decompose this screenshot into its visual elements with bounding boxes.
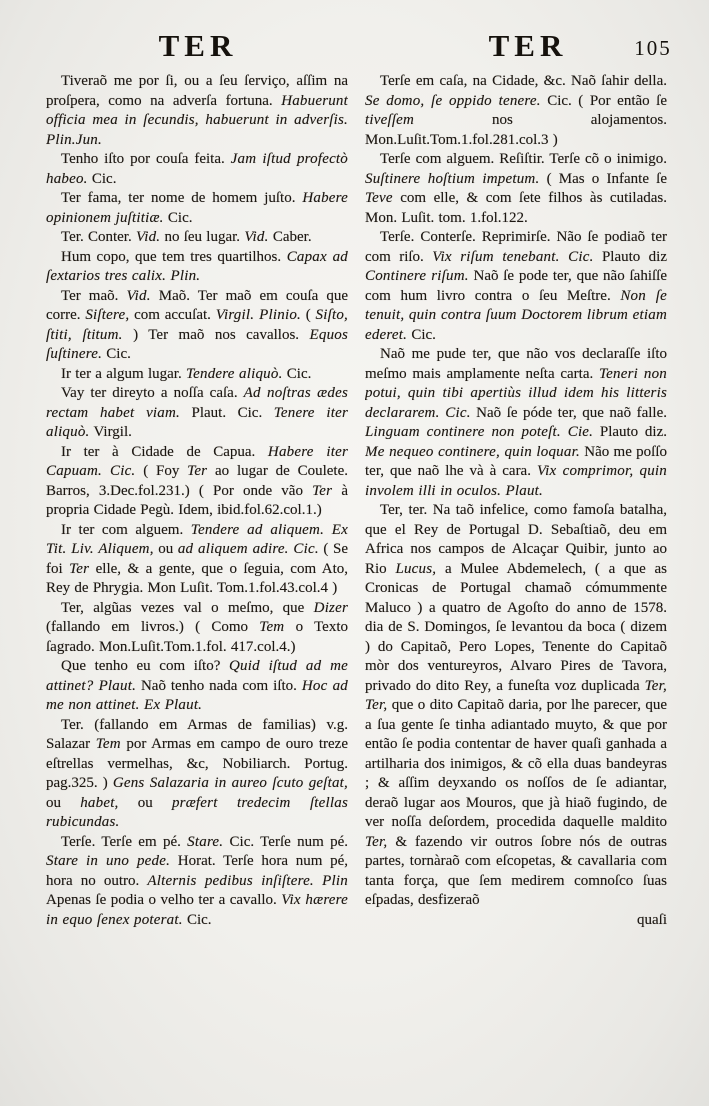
latin-italic-run: Habuerunt officia mea in ſecundis, habuerunt in adverſis. Plin.Jun.	[46, 92, 348, 148]
text-run: Cic. Terſe num pé.	[223, 833, 348, 850]
latin-italic-run: Non ſe tenuit, quin contra ſuum Doctorem librum etiam ederet.	[365, 287, 667, 343]
running-title-right: TER	[488, 28, 568, 63]
latin-italic-run: Vid.	[126, 287, 151, 304]
paragraph	[46, 443, 348, 521]
text-run: Ter. (fallando em Armas de familias) v.g. Salazar	[46, 716, 348, 752]
paragraph	[46, 521, 348, 599]
latin-italic-run: præfert tredecim ſtellas rubicundas.	[46, 794, 348, 830]
text-run: Ir ter com alguem.	[61, 521, 191, 538]
latin-italic-run: Ter,	[365, 833, 388, 850]
latin-italic-run: Siſtere,	[85, 307, 130, 323]
text-run: ( Se foi	[46, 541, 348, 577]
text-run: Naõ ſe póde ter, que naõ falle.	[470, 404, 667, 421]
text-run: elle, & a gente, que o ſeguia, com Ato, Rey de Phrygia. Mon Luſit. Tom.1.fol.43.col.4 )	[46, 560, 348, 596]
paragraph	[365, 345, 667, 501]
paragraph	[46, 228, 348, 248]
text-run: por Armas em campo de ouro treze eſtrellas vermelhas, &c, Nobiliarch. Portug. pag.325. )	[46, 736, 348, 791]
latin-italic-run: Siſto, ſtiti, ſtitum.	[46, 307, 348, 343]
text-run: Cic.	[407, 326, 436, 343]
paragraph	[46, 287, 348, 365]
left-column	[46, 72, 348, 1082]
latin-italic-run: Virgil. Plinio.	[215, 307, 301, 323]
latin-italic-run: Vix hærere in equo ſenex poterat.	[46, 892, 348, 928]
paragraph	[365, 228, 667, 345]
latin-italic-run: Dizer	[313, 599, 348, 616]
text-run: Maõ. Ter maõ em couſa que corre.	[46, 287, 348, 323]
latin-italic-run: Gens Salazaria in aureo ſcuto geſtat,	[112, 775, 348, 791]
latin-italic-run: Capax ad ſextarios tres calix. Plin.	[46, 248, 348, 284]
paragraph	[365, 72, 667, 150]
paragraph	[46, 716, 348, 833]
paragraph	[46, 189, 348, 228]
text-run: Plaut. Cic.	[179, 404, 274, 421]
text-run: Cic.	[282, 365, 312, 382]
latin-italic-run: Tenere iter aliquò.	[46, 404, 348, 440]
text-run: com elle, & com ſete filhos às cutiladas. Mon. Luſit. tom. 1.fol.122.	[365, 190, 667, 226]
text-run: Tiveraõ me por ſi, ou a ſeu ſerviço, aſſim na proſpera, como na adverſa fortuna.	[46, 73, 348, 109]
text-run: ( Mas o Infante ſe	[539, 170, 667, 187]
text-run: Terſe com alguem. Reſiſtir. Terſe cõ o inimigo.	[380, 151, 667, 167]
latin-italic-run: ad aliquem adire. Cic.	[177, 541, 319, 557]
paragraph	[46, 72, 348, 150]
text-run: nos alojamentos. Mon.Luſit.Tom.1.fol.281.col.3 )	[365, 112, 667, 148]
text-run: Terſe em caſa, na Cidade, &c. Naõ ſahir della.	[380, 73, 667, 89]
latin-italic-run: Alternis pedibus inſiſtere. Plin	[147, 872, 348, 889]
text-run: & fazendo vir outros ſobre nós de outras partes, tornàraõ com eſcopetas, & cavallaria com tanta força, que ſem medirem comnoſco ſuas eſpadas, desfizeraõ	[365, 833, 667, 908]
text-run: ou	[46, 794, 81, 811]
text-run: a Mulee Abdemelech, ( a que as Cronicas de Portugal chamaõ cómummente Maluco ) a quatro de Agoſto do anno de 1578. dia de S. Domingos, ſe levantou da boca ( dizem ) do Capitaõ, Pero Lopes, Tenente do Capitaõ mòr dos ventureyros, Alvaro Pires de Tavora, privado do dito Rey, a funeſta voz duplicada	[365, 560, 667, 694]
text-run: Cic.	[102, 346, 131, 362]
latin-italic-run: Hoc ad me non attinet. Ex Plaut.	[46, 677, 348, 713]
text-run: que o dito Capitaõ daria, por lhe parecer, que a ſua gente ſe tinha adiantado muyto, & que por então ſe podia contentar de haver quaſi ganhada a artilharia dos inimigos, & cõ ella duas bandeyras ; & aſſim deyxando os noſſos de ſe adiantar, deraõ lugar aos Mouros, que jà hiaõ fugindo, de ver noſſa deſordem, procedida daquelle maldito	[365, 697, 667, 830]
text-run: Plauto diz	[593, 248, 667, 265]
text-run: ) Ter maõ nos cavallos.	[122, 326, 310, 343]
paragraph	[46, 365, 348, 385]
text-run: Horat. Terſe hora num pé, hora no outro.	[46, 853, 348, 889]
text-run: Ter. Conter.	[61, 229, 136, 245]
text-run: Cic.	[182, 911, 212, 928]
text-run: Vay ter direyto a noſſa caſa.	[61, 385, 244, 401]
latin-italic-run: Linguam continere non poteſt. Cie.	[365, 424, 594, 440]
text-run: ao lugar de Coulete. Barros, 3.Dec.fol.231.) ( Por onde vão	[46, 463, 348, 499]
latin-italic-run: Tendere aliquò.	[185, 365, 283, 382]
page-header	[0, 0, 709, 72]
latin-italic-run: Ad noſtras ædes rectam habet viam.	[46, 385, 348, 421]
latin-italic-run: Tem	[259, 619, 285, 635]
text-run: Naõ ſe pode ter, que não ſahiſſe com hum livro contra o ſeu Meſtre.	[365, 268, 667, 304]
latin-italic-run: Jam iſtud profectò habeo.	[46, 151, 348, 187]
paragraph	[46, 248, 348, 287]
text-run: ou	[118, 794, 172, 811]
paragraph	[46, 833, 348, 931]
latin-italic-run: Me nequeo continere, quin loquar.	[365, 443, 580, 460]
text-run: Ter fama, ter nome de homem juſto.	[61, 190, 303, 206]
text-run: ou	[153, 541, 178, 557]
latin-italic-run: Continere riſum.	[365, 268, 469, 284]
latin-italic-run: Vid.	[244, 229, 269, 245]
latin-italic-run: Tendere ad aliquem. Ex Tit. Liv. Aliquem,	[46, 521, 348, 557]
text-run: Caber.	[268, 229, 312, 245]
text-run: ( Foy	[135, 463, 188, 479]
text-columns	[0, 72, 709, 1082]
text-run: Virgil.	[89, 424, 132, 440]
paragraph	[46, 657, 348, 716]
text-run: Naõ me pude ter, que não vos declaraſſe iſto meſmo mais amplamente neſta carta.	[365, 346, 667, 382]
paragraph	[365, 501, 667, 911]
text-run: Naõ tenho nada com iſto.	[136, 677, 302, 694]
text-run: quaſi	[637, 911, 667, 928]
latin-italic-run: Teneri non potui, quin tibi apertiùs illud idem his litteris declararem. Cic.	[365, 365, 667, 421]
text-run: com accuſat.	[129, 307, 216, 323]
text-run: Tenho iſto por couſa feita.	[61, 151, 231, 167]
latin-italic-run: Stare in uno pede.	[46, 853, 171, 869]
text-run: Cic. ( Por então ſe	[540, 92, 667, 109]
text-run: (fallando em livros.) ( Como	[46, 619, 260, 635]
paragraph	[46, 599, 348, 658]
latin-italic-run: Suſtinere hoſtium impetum.	[365, 170, 540, 187]
text-run: Que tenho eu com iſto?	[61, 658, 229, 674]
page-number: 105	[634, 36, 672, 60]
text-run: Ir ter a algum lugar.	[61, 365, 186, 382]
latin-italic-run: Ter	[187, 463, 208, 479]
latin-italic-run: tiveſſem	[365, 112, 415, 128]
text-run: Ter maõ.	[61, 287, 127, 304]
latin-italic-run: Teve	[365, 190, 393, 206]
latin-italic-run: Lucus,	[395, 560, 437, 577]
latin-italic-run: Se domo, ſe oppido tenere.	[365, 92, 541, 109]
paragraph	[46, 384, 348, 443]
text-run: (	[300, 307, 316, 323]
text-run: Apenas ſe podia o velho ter a cavallo.	[46, 892, 282, 908]
latin-italic-run: Tem	[95, 736, 121, 752]
latin-italic-run: Ter	[312, 482, 333, 499]
latin-italic-run: Habere opinionem juſtitiæ.	[46, 190, 348, 226]
latin-italic-run: Habere iter Capuam. Cic.	[46, 443, 348, 479]
latin-italic-run: habet,	[80, 794, 119, 811]
text-run: Hum copo, que tem tres quartilhos.	[61, 248, 287, 265]
paragraph	[365, 150, 667, 228]
text-run: no ſeu lugar.	[160, 229, 245, 245]
paragraph	[46, 150, 348, 189]
latin-italic-run: Vix comprimor, quin involem illi in oculos. Plaut.	[365, 463, 667, 499]
latin-italic-run: Vix riſum tenebant. Cic.	[432, 248, 594, 265]
text-run: Plauto diz.	[593, 424, 667, 440]
text-run: Ter, algũas vezes val o meſmo, que	[61, 599, 314, 616]
latin-italic-run: Ter, Ter,	[365, 677, 667, 713]
text-run: à propria Cidade Pegù. Idem, ibid.fol.62.col.1.)	[46, 482, 348, 518]
text-run: Não me poſſo ter, que naõ lhe và à cara.	[365, 443, 667, 479]
text-run: Ir ter à Cidade de Capua.	[61, 443, 268, 460]
latin-italic-run: Quid iſtud ad me attinet? Plaut.	[46, 658, 348, 694]
latin-italic-run: Vid.	[135, 229, 161, 245]
latin-italic-run: Stare.	[187, 833, 224, 850]
right-column	[365, 72, 667, 1082]
running-title-left: TER	[158, 28, 238, 63]
latin-italic-run: Equos ſuſtinere.	[46, 326, 348, 362]
catchword	[365, 911, 667, 931]
text-run: Ter, ter. Na taõ infelice, como famoſa batalha, que el Rey de Portugal D. Sebaſtiaõ, deu em Africa nos campos de Alcaçar Quibir, junto ao Rio	[365, 502, 667, 577]
latin-italic-run: Ter	[69, 560, 90, 577]
text-run: o Texto ſagrado. Mon.Luſit.Tom.1.fol. 417.col.4.)	[46, 619, 348, 655]
text-run: Cic.	[87, 170, 117, 187]
text-run: Terſe. Conterſe. Reprimirſe. Não ſe podiaõ ter com riſo.	[365, 229, 667, 265]
text-run: Cic.	[163, 209, 193, 226]
text-run: Terſe. Terſe em pé.	[61, 833, 188, 850]
